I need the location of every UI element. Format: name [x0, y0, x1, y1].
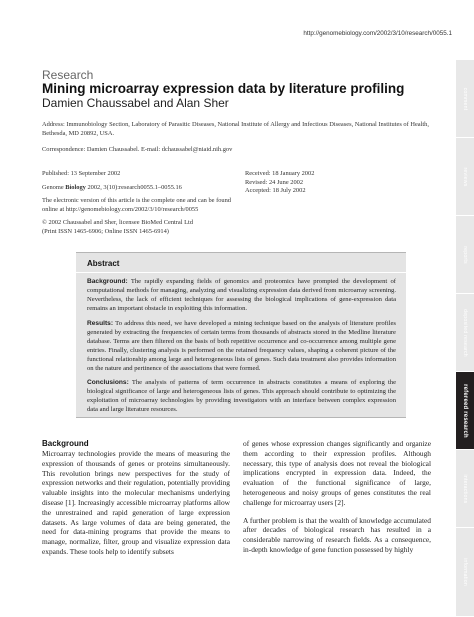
citation-journal: Biology [65, 183, 86, 191]
tab-label: reports [462, 245, 468, 264]
published-date: Published: 13 September 2002 [42, 170, 121, 177]
section-label: Research [42, 68, 94, 82]
abstract-heading: Abstract [87, 259, 120, 268]
section-tabs [456, 60, 474, 617]
tab-comment[interactable] [456, 60, 474, 138]
abstract-results [87, 320, 396, 373]
tab-label: reviews [462, 167, 468, 186]
abstract-divider [76, 272, 406, 273]
body-column-left [42, 439, 230, 557]
citation-prefix: Genome [42, 183, 66, 191]
abstract-background-text: The rapidly expanding fields of genomics and proteomics have prompted the development of computational methods for managing, analyzing and visualizing expression data derived from microarray screening. Nevertheless, the lack of efficient techniques for assessing the biological implications of gene-expression data remains an important obstacle in exploiting this information. [87, 278, 396, 312]
accepted-date: Accepted: 18 July 2002 [245, 187, 306, 195]
background-heading: Background [42, 439, 89, 448]
abstract-conclusions-text: The analysis of patterns of term occurrence in abstracts constitutes a means of exploring the biological significance of large and heterogeneous lists of genes. This approach should contribute to optimizing the exploitation of microarray technologies by providing investigators with an interface between complex expression data and large literature resources. [87, 379, 396, 413]
article-url[interactable]: http://genomebiology.com/2002/3/10/research/0055.1 [303, 30, 452, 37]
article-title: Mining microarray expression data by literature profiling [42, 81, 405, 96]
abstract-results-text: To address this need, we have developed a mining technique based on the analysis of literature profiles generated by extracting the frequencies of certain terms from thousands of abstracts stored in the Medline literature database. Terms are then filtered on the basis of both repetitive occurrence and co-occurrence among multiple gene entries. Finally, clustering analysis is performed on the retained frequency values, shaping a coherent picture of the functional relationship among large and heterogeneous lists of genes. Such data treatment also provides information on the nature and pertinence of the associations that were formed. [87, 320, 396, 372]
abstract-conclusions [87, 379, 396, 415]
tab-label: refereed research [462, 383, 468, 438]
citation [42, 184, 242, 193]
abstract-background-label: Background: [87, 278, 128, 285]
tab-refereed-research[interactable] [456, 372, 474, 450]
body-paragraph: of genes whose expression changes significantly and organize them according to their expression profiles. Although necessary, this type of analysis does not reveal the biological implications encrypted in expression data. Indeed, the evaluation of the functional significance of large, heterogeneous and noisy groups of genes constitutes the real challenge for microarray users [2]. [243, 439, 431, 507]
revised-date: Revised: 24 June 2002 [245, 178, 304, 186]
abstract-box [76, 252, 406, 418]
dates [245, 170, 395, 196]
issn: (Print ISSN 1465-6906; Online ISSN 1465-6914) [42, 227, 169, 235]
tab-label: deposited research [462, 308, 468, 357]
tab-label: interactions [462, 474, 468, 503]
electronic-version: The electronic version of this article is the complete one and can be found online at http://genomebiology.com/2002/3/10/research/0055 [42, 197, 231, 213]
article-authors: Damien Chaussabel and Alan Sher [42, 96, 229, 110]
author-address: Address: Immunobiology Section, Laboratory of Parasitic Diseases, National Institute of Allergy and Infectious Diseases, National Institutes of Health, Bethesda, MD 20892, USA. [42, 121, 429, 137]
tab-label: information [462, 558, 468, 586]
received-date: Received: 18 January 2002 [245, 170, 315, 177]
copyright: © 2002 Chaussabel and Sher, licensee BioMed Central Ltd [42, 219, 194, 227]
body-paragraph: A further problem is that the wealth of knowledge accumulated after decades of biological research has resulted in a considerable narrowing of research fields. As a consequence, in-depth knowledge of gene function possessed by highly [243, 515, 431, 554]
tab-information[interactable] [456, 528, 474, 617]
tab-reports[interactable] [456, 216, 474, 294]
abstract-conclusions-label: Conclusions: [87, 379, 129, 386]
publication-meta [42, 170, 242, 237]
tab-label: comment [462, 87, 468, 110]
abstract-results-label: Results: [87, 320, 114, 327]
tab-interactions[interactable] [456, 450, 474, 528]
abstract-background [87, 278, 396, 314]
tab-reviews[interactable] [456, 138, 474, 216]
body-column-right [243, 439, 431, 555]
tab-deposited-research[interactable] [456, 294, 474, 372]
body-paragraph: Microarray technologies provide the means of measuring the expression of thousands of genes or proteins simultaneously. This revolution brings new perspectives for the study of expression networks and their regulation, potentially providing valuable insights into the molecular mechanisms underlying disease [1]. Increasingly accessible microarray platforms allow the unrestrained and rapid generation of large expression datasets. As large volumes of data are being generated, the need for data-mining programs that provide the means to manage, normalize, filter, group and visualize expression data expands. These tools help to identify subsets [42, 449, 230, 556]
citation-suffix: 2002, 3(10):research0055.1–0055.16 [85, 183, 182, 191]
correspondence: Correspondence: Damien Chaussabel. E-mail: dchaussabel@niaid.nih.gov [42, 146, 233, 153]
